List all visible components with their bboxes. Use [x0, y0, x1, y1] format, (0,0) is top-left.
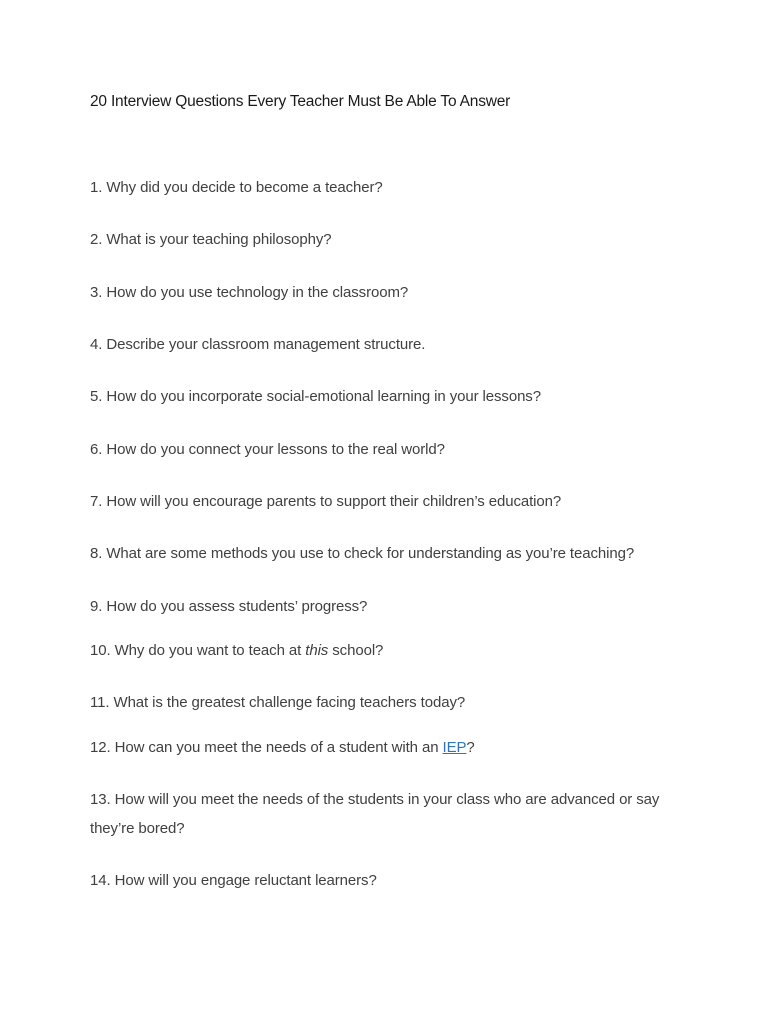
question-10 [90, 642, 383, 659]
question-13: 13. How will you meet the needs of the students in your class who are advanced or say they’re bored? [90, 791, 660, 837]
iep-link[interactable]: IEP [442, 739, 467, 756]
question-8: 8. What are some methods you use to check for understanding as you’re teaching? [90, 545, 635, 562]
question-12-suffix: ? [466, 739, 475, 756]
question-9: 9. How do you assess students’ progress? [90, 598, 368, 615]
document-title: 20 Interview Questions Every Teacher Must Be Able To Answer [90, 93, 511, 110]
question-11: 11. What is the greatest challenge facing teachers today? [90, 694, 466, 711]
question-10-emphasis: this [305, 642, 329, 659]
question-3: 3. How do you use technology in the classroom? [90, 284, 409, 301]
question-14: 14. How will you engage reluctant learners? [90, 872, 377, 889]
question-6: 6. How do you connect your lessons to the real world? [90, 441, 445, 458]
question-2: 2. What is your teaching philosophy? [90, 231, 332, 248]
question-12 [90, 739, 475, 756]
question-10-prefix: 10. Why do you want to teach at [90, 642, 306, 659]
question-1: 1. Why did you decide to become a teacher? [90, 179, 383, 196]
question-12-prefix: 12. How can you meet the needs of a student with an [90, 739, 443, 756]
question-10-suffix: school? [328, 642, 384, 659]
question-4: 4. Describe your classroom management structure. [90, 336, 426, 353]
question-5: 5. How do you incorporate social-emotional learning in your lessons? [90, 388, 541, 405]
question-7: 7. How will you encourage parents to support their children’s education? [90, 493, 562, 510]
